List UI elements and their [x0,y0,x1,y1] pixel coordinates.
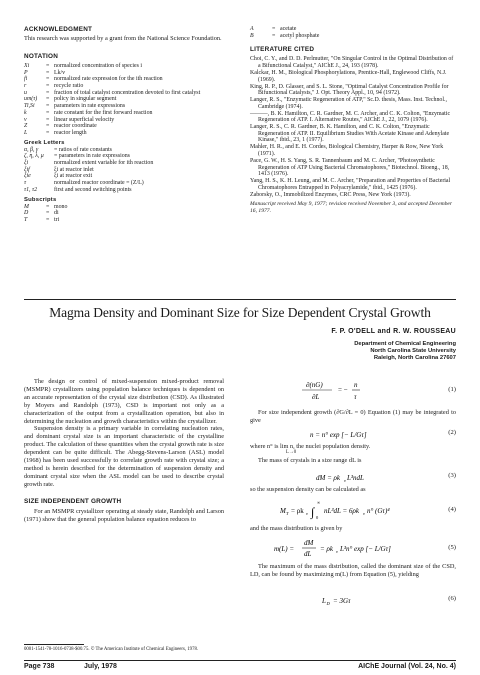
equals-sign: = [46,69,50,76]
reference-item: Yang, H. S., K. H. Leung, and M. C. Archer, "Preparation and Properties of Bacterial Chromatophores Entrapped in Polyacrylamide," ibid., 1425 (1976). [250,178,451,191]
received-note: Manuscript received May 9, 1977; revision received November 3, and accepted December 16, 1977. [250,201,453,214]
notation-symbol: um(τ) [24,96,38,103]
reference-item: Mahler, H. R., and E. H. Cordes, Biological Chemistry, Harper & Row, New York (1971). [250,144,444,158]
notation-symbol: T [24,216,28,223]
right-body-column [250,378,456,648]
notation-definition: normalized concentration of species i [54,62,142,69]
equals-sign: = [46,62,50,69]
left-top-column [24,26,222,224]
equation-3-graphic [316,471,436,483]
notation-definition: parameters in rate expressions [54,103,126,110]
svg-text:n° (Gτ)⁴: n° (Gτ)⁴ [367,507,390,515]
right-text-5: and the mass distribution is given by [250,525,343,532]
equals-sign [46,180,54,187]
equals-sign: = [46,83,50,90]
notation-row [250,26,456,33]
notation-symbol: Ti,Si [24,103,35,110]
svg-text:nL³dL = 6ρk: nL³dL = 6ρk [324,507,359,515]
svg-text:dM: dM [304,539,314,547]
equals-sign: = [46,76,50,83]
notation-symbol: M [24,203,29,210]
notation-list [24,63,222,137]
footer-page: Page 738 [24,663,55,670]
notation-definition: fraction of total catalyst concentration devoted to first catalyst [54,89,201,96]
abstract-paragraph-1: The design or control of mixed-suspension mixed-product removal (MSMPR) crystallizers using population balance techniques is dependent on an accurate representation of the crystal size distribution (CSD). As illustrated by Moyers and Randolph (1973), CSD is important not only as a characterization of the output from a crystallization operation, but also in determining the nucleation and growth characteristics within the crystallizer. [24,378,224,425]
notation-row [24,187,222,194]
affiliation-2: North Carolina State University [370,348,456,354]
notation-symbol: D [24,210,29,217]
notation-definition: = parameters in rate expressions [54,153,130,160]
notation-symbol: ξi [24,160,29,167]
equals-sign [46,173,54,180]
greek-list [24,147,222,194]
reference-item: Pace, G. W., H. S. Yang, S. R. Tannenbaum and M. C. Archer, "Photosynthetic Regeneration of ATP Using Bacterial Chromatophores," Biotechnol. Bioeng., 18, 1413 (1976). [250,158,450,178]
right-text-2: where n° is lim n, the nuclei population density. [250,443,371,450]
notation-symbol: B [250,32,254,39]
equation-4-number: (4) [448,506,456,513]
notation-definition: ξi at reactor inlet [54,166,94,173]
notation-row [24,217,222,224]
svg-text:∂L: ∂L [312,393,320,401]
reference-list [250,56,456,198]
notation-symbol: A [250,26,254,32]
notation-row [24,76,222,83]
notation-symbol: P [24,69,28,76]
notation-row [24,110,222,117]
notation-definition: reactor coordinate [54,123,97,130]
notation-symbol: r [24,83,27,90]
svg-text:= ρk: = ρk [291,507,304,515]
reference-item: Langer, R. S., C. R. Gardner, B. K. Hamilton, and C. K. Colton, "Enzymatic Regeneration of ATP. II. Equilibrium Studies With Acetate Kinase and Adenylate Kinase," ibid., 23, 1 (1977). [250,124,450,144]
svg-text:= ρk: = ρk [320,545,333,553]
svg-text:dL: dL [304,550,312,558]
notation-definition: normalized extent variable for ith reaction [54,160,154,167]
notation-symbol: τ [24,180,27,187]
notation-symbol: ξif [24,166,30,173]
svg-text:T: T [286,511,289,516]
svg-text:L: L [322,597,326,605]
equals-sign: = [46,203,50,210]
notation-row [24,90,222,97]
notation-definition: first and second switching points [54,186,132,193]
svg-text:n: n [354,381,358,389]
svg-text:v: v [363,511,365,516]
notation-row [24,123,222,130]
equals-sign [46,160,54,167]
footnote-rule [24,644,84,645]
svg-text:L³n° exp [− L/Gτ]: L³n° exp [− L/Gτ] [340,545,391,553]
affiliation-1: Department of Chemical Engineering [354,341,456,347]
svg-text:M: M [280,507,286,515]
notation-definition: policy in singular segment [54,96,117,103]
reference-item: ———, B. K. Hamilton, C. R. Gardner, M. C. Archer, and C. K. Colton, "Enzymatic Regeneration of ATP. I. Alternative Routes," AIChE J., 22, 1079 (1976). [250,110,451,124]
notation-symbol: ζ, η, λ, μ [24,153,44,160]
notation-definition: mono [54,203,68,210]
equation-6-graphic [322,594,402,606]
notation-definition: normalized rate expression for the ith reaction [54,76,163,83]
literature-heading: LITERATURE CITED [250,46,315,54]
left-body-column [24,378,224,524]
notation-definition: acetate [280,26,297,32]
limit-subscript: L→0 [286,450,297,455]
reference-item: Kalckar, H. M., Biological Phosphorylations, Prentice-Hall, Englewood Cliffs, N.J. (1969). [250,69,447,83]
svg-text:= 3Gτ: = 3Gτ [333,597,351,605]
equals-sign [46,147,54,154]
notation-symbol: fi [24,76,28,83]
notation-definition: Lk/v [54,69,66,76]
notation-right-items [250,26,456,39]
svg-text:= −: = − [338,386,348,394]
notation-definition: tri [54,216,60,223]
svg-text:dM = ρk: dM = ρk [316,474,341,482]
subscripts-list [24,204,222,224]
svg-text:v: v [344,478,346,483]
notation-symbol: v [24,116,27,123]
notation-row [24,130,222,137]
section-paragraph: For an MSMPR crystallizer operating at steady state, Randolph and Larson (1971) show that the general population balance equation reduces to [24,507,224,523]
reference-item: Choi, C. Y., and D. D. Perlmutter, "On Singular Control in the Optimal Distribution of a Bifunctional Catalyst," AIChE J., 24, 193 (1978). [250,56,454,69]
equals-sign: = [46,96,50,103]
equation-5-number: (5) [448,544,456,551]
equation-6 [250,594,456,606]
notation-definition: = ratios of rate constants [54,146,112,153]
equation-4-graphic [280,499,440,521]
notation-definition: recycle ratio [54,83,84,90]
article-authors: F. P. O'DELL and R. W. ROUSSEAU [331,328,456,335]
notation-symbol: Xi [24,62,30,69]
equals-sign [46,187,54,194]
equation-5-graphic [274,537,444,559]
affiliation-3: Raleigh, North Carolina 27607 [373,355,456,361]
subscripts-heading: Subscripts [24,196,57,203]
notation-row [24,96,222,103]
notation-row [24,83,222,90]
notation-symbol: α, β, γ [24,146,39,153]
svg-text:∂(nG): ∂(nG) [306,381,323,389]
footer-date: July, 1978 [84,663,117,670]
notation-row [250,33,456,40]
notation-definition: linear superficial velocity [54,116,115,123]
svg-text:n = n° exp [− L/Gτ]: n = n° exp [− L/Gτ] [310,431,367,439]
notation-symbol: Z [24,123,28,130]
equation-1 [250,378,456,404]
equation-1-graphic [298,378,418,404]
notation-row [24,160,222,167]
equals-sign: = [46,116,50,123]
svg-text:0: 0 [316,515,319,520]
copyright-note: 0001-1541-78-1016-0738-$00.75. © The American Institute of Chemical Engineers, 1978. [24,647,199,652]
greek-heading: Greek Letters [24,139,65,146]
svg-text:τ: τ [354,393,357,401]
svg-text:v: v [306,511,308,516]
reference-item: Langer, R. S., "Enzymatic Regeneration of ATP," Sc.D. thesis, Mass. Inst. Technol., Cambridge (1974). [250,97,447,110]
notation-row [24,117,222,124]
notation-definition: normalized reactor coordinate = (Z/L) [54,180,144,187]
equals-sign: = [46,103,50,110]
notation-row [24,204,222,211]
notation-definition: reactor length [54,129,87,136]
equals-sign: = [46,123,50,130]
svg-text:∫: ∫ [311,505,315,519]
notation-definition: acetyl phosphate [280,32,320,39]
notation-symbol: u [24,89,27,96]
equation-3 [250,471,456,483]
section-heading: SIZE INDEPENDENT GROWTH [24,497,122,505]
notation-row [24,180,222,187]
reference-item: Zaborsky, O., Immobilized Enzymes, CRC Press, New York (1973). [250,191,411,198]
svg-text:v: v [336,549,338,554]
notation-symbol: k [24,109,27,116]
notation-definition: rate constant for the first forward reaction [54,109,153,116]
notation-row [24,167,222,174]
equation-1-number: (1) [448,386,456,393]
equals-sign: = [272,32,276,39]
notation-row [24,63,222,70]
notation-symbol: τ1, τ2 [24,186,38,193]
footer-rule [24,660,456,661]
equation-3-number: (3) [448,472,456,479]
right-text-4: so the suspension density can be calculated as [250,486,366,493]
abstract-paragraph-2: Suspension density is a primary variable in correlating nucleation rates, and dominant crystal size is an important characteristic of the crystalline product. The calculation of these quantities when the crystal growth rate is size dependent can be quite difficult. The Abegg-Stevens-Larson (ASL) model (1968) has been used successfully to correlate growth rate with crystal size; a method is herein described for the determination of suspension density and dominant crystal size when the ASL model can be used to describe crystal growth rate. [24,425,224,488]
article-title: Magma Density and Dominant Size for Size Dependent Crystal Growth [49,305,431,320]
right-top-column [250,26,456,214]
notation-heading: NOTATION [24,52,59,60]
title-rule [24,299,456,300]
notation-symbol: ξie [24,173,31,180]
svg-text:D: D [326,601,330,606]
equals-sign [46,153,54,160]
ack-heading: ACKNOWLEDGMENT [24,26,93,33]
equals-sign: = [272,26,276,32]
equals-sign: = [46,129,50,136]
svg-text:∞: ∞ [317,500,321,505]
notation-row [24,147,222,154]
svg-text:m(L) =: m(L) = [274,545,295,553]
equals-sign: = [46,210,50,217]
equals-sign: = [46,216,50,223]
equals-sign [46,167,54,174]
notation-definition: ξi at reactor exit [54,173,93,180]
notation-row [24,210,222,217]
equals-sign: = [46,89,50,96]
reference-item: King, R. P., D. Glasser, and S. L. Stone, "Optimal Catalyst Concentration Profile for Bifunctional Catalysts," J. Opt. Theory Appl., 10, 94 (1972). [250,83,449,97]
notation-definition: di [54,210,59,217]
right-text-6: The maximum of the mass distribution, called the dominant size of the CSD, LD, can be found by maximizing m(L) from Equation (5), yielding [250,563,456,578]
equation-2-graphic [310,428,450,440]
notation-row [24,103,222,110]
equation-2 [250,428,456,440]
footer-journal: AIChE Journal (Vol. 24, No. 4) [358,663,456,670]
notation-symbol: L [24,129,28,136]
equation-6-number: (6) [448,595,456,602]
right-text-1: For size independent growth (∂G/∂L = 0) Equation (1) may be integrated to give [250,409,456,424]
ack-text: This research was supported by a grant from the National Science Foundation. [24,35,222,42]
equation-4 [250,499,456,521]
equation-2-number: (2) [448,429,456,436]
equals-sign: = [46,109,50,116]
equation-5 [250,537,456,559]
right-text-3: The mass of crystals in a size range dL is [258,457,362,464]
svg-text:L³ndL: L³ndL [347,474,364,482]
